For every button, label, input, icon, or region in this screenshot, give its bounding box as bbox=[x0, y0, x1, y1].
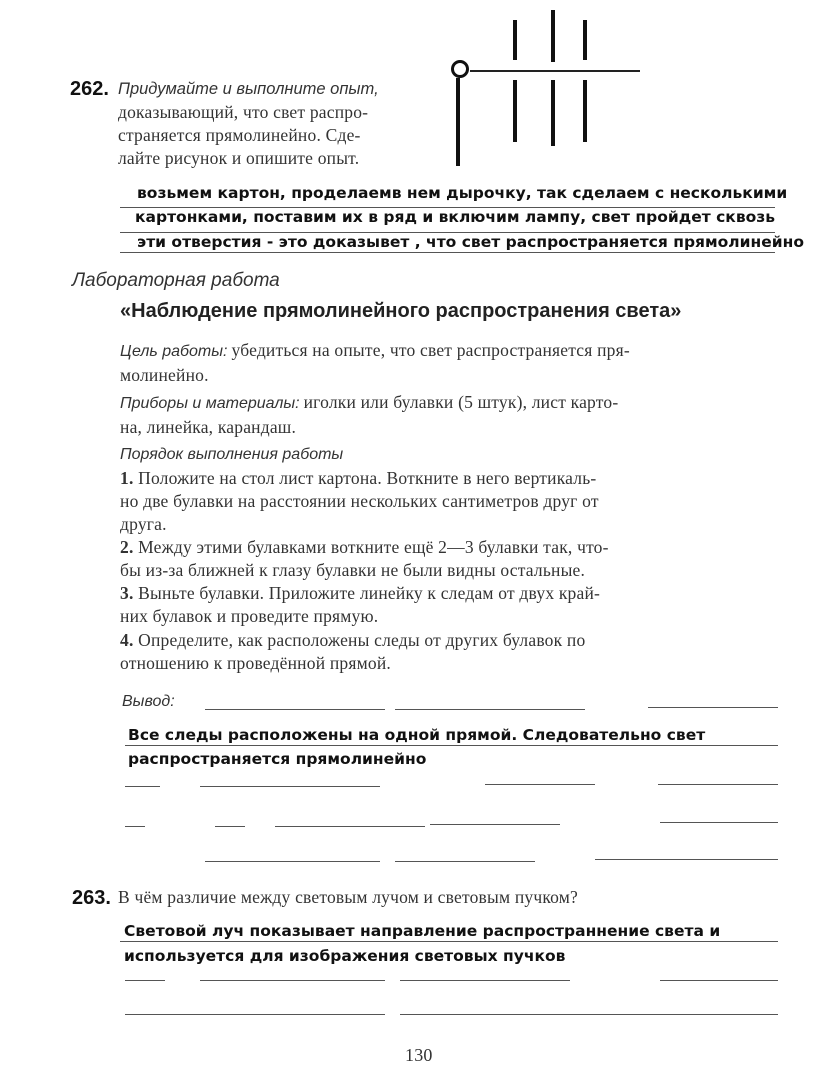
answer-rule bbox=[660, 980, 778, 981]
materials bbox=[120, 392, 618, 413]
answer-rule bbox=[215, 826, 245, 827]
answer-rule bbox=[120, 941, 778, 942]
answer-rule bbox=[200, 786, 380, 787]
page-number: 130 bbox=[405, 1045, 433, 1065]
pin bbox=[583, 20, 587, 60]
step-number: 2. bbox=[120, 537, 134, 557]
step-text: Между этими булавками воткните ещё 2—3 булавки так, что- bbox=[138, 537, 609, 557]
step-number: 3. bbox=[120, 583, 134, 603]
pin bbox=[456, 78, 460, 166]
task-262-prompt-line: доказывающий, что свет распро- bbox=[118, 102, 369, 122]
goal-label: Цель работы: bbox=[120, 343, 228, 360]
line-of-sight bbox=[470, 70, 640, 72]
conclusion-answer-line: Все следы расположены на одной прямой. Следовательно свет bbox=[128, 726, 706, 744]
answer-rule bbox=[395, 709, 585, 710]
answer-rule bbox=[125, 1014, 385, 1015]
conclusion-answer-line: распространяется прямолинейно bbox=[128, 750, 427, 768]
step-3 bbox=[120, 583, 600, 604]
answer-rule bbox=[395, 861, 535, 862]
step-1 bbox=[120, 468, 596, 489]
step-4 bbox=[120, 630, 585, 651]
goal-text: молинейно. bbox=[120, 365, 209, 385]
step-text: но две булавки на расстоянии нескольких сантиметров друг от bbox=[120, 491, 599, 511]
step-2 bbox=[120, 537, 609, 558]
task-262-number: 262. bbox=[70, 78, 109, 100]
pin bbox=[583, 80, 587, 142]
answer-rule bbox=[595, 859, 778, 860]
answer-rule bbox=[205, 709, 385, 710]
task-262-prompt-line: страняется прямолинейно. Сде- bbox=[118, 125, 361, 145]
task-263-answer-line: Световой луч показывает направление распространнение света и bbox=[124, 922, 721, 940]
step-text: друга. bbox=[120, 514, 167, 534]
step-text: Положите на стол лист картона. Воткните в него вертикаль- bbox=[138, 468, 597, 488]
materials-text: иголки или булавки (5 штук), лист карто- bbox=[303, 392, 619, 412]
task-262-answer-line: возьмем картон, проделаемв нем дырочку, так сделаем с несколькими bbox=[137, 184, 788, 202]
step-text: Определите, как расположены следы от других булавок по bbox=[138, 630, 586, 650]
answer-rule bbox=[485, 784, 595, 785]
materials-text: на, линейка, карандаш. bbox=[120, 417, 297, 437]
task-262-prompt-line: Придумайте и выполните опыт, bbox=[118, 80, 379, 98]
task-263-answer-line: используется для изображения световых пучков bbox=[124, 947, 566, 965]
pin bbox=[551, 10, 555, 62]
task-263-number: 263. bbox=[72, 887, 111, 909]
step-text: отношению к проведённой прямой. bbox=[120, 653, 391, 673]
pin bbox=[551, 80, 555, 146]
procedure-label: Порядок выполнения работы bbox=[120, 446, 344, 463]
task-262-answer-line: картонками, поставим их в ряд и включим лампу, свет пройдет сквозь bbox=[135, 208, 776, 226]
answer-rule bbox=[400, 980, 570, 981]
pin-head-icon bbox=[451, 60, 469, 78]
answer-rule bbox=[660, 822, 778, 823]
step-text: Выньте булавки. Приложите линейку к следам от двух край- bbox=[138, 583, 601, 603]
answer-rule bbox=[648, 707, 778, 708]
step-number: 4. bbox=[120, 630, 134, 650]
answer-rule bbox=[120, 252, 775, 253]
answer-rule bbox=[400, 1014, 778, 1015]
pin bbox=[513, 80, 517, 142]
answer-rule bbox=[125, 826, 145, 827]
answer-rule bbox=[125, 745, 778, 746]
answer-rule bbox=[205, 861, 380, 862]
lab-title: «Наблюдение прямолинейного распространения света» bbox=[120, 300, 682, 322]
goal-text: убедиться на опыте, что свет распространяется пря- bbox=[231, 340, 630, 360]
task-262-prompt-line: лайте рисунок и опишите опыт. bbox=[118, 148, 360, 168]
pin bbox=[513, 20, 517, 60]
answer-rule bbox=[125, 786, 160, 787]
answer-rule bbox=[430, 824, 560, 825]
materials-label: Приборы и материалы: bbox=[120, 395, 300, 412]
task-263-prompt: В чём различие между световым лучом и световым пучком? bbox=[118, 887, 579, 907]
answer-rule bbox=[125, 980, 165, 981]
answer-rule bbox=[200, 980, 385, 981]
answer-rule bbox=[658, 784, 778, 785]
answer-rule bbox=[275, 826, 425, 827]
step-text: бы из-за ближней к глазу булавки не были видны остальные. bbox=[120, 560, 586, 580]
step-number: 1. bbox=[120, 468, 134, 488]
task-262-answer-line: эти отверстия - это доказывет , что свет распространяется прямолинейно bbox=[137, 233, 804, 251]
goal bbox=[120, 340, 630, 361]
conclusion-label: Вывод: bbox=[122, 693, 175, 710]
step-text: них булавок и проведите прямую. bbox=[120, 606, 379, 626]
lab-heading: Лабораторная работа bbox=[72, 270, 280, 291]
